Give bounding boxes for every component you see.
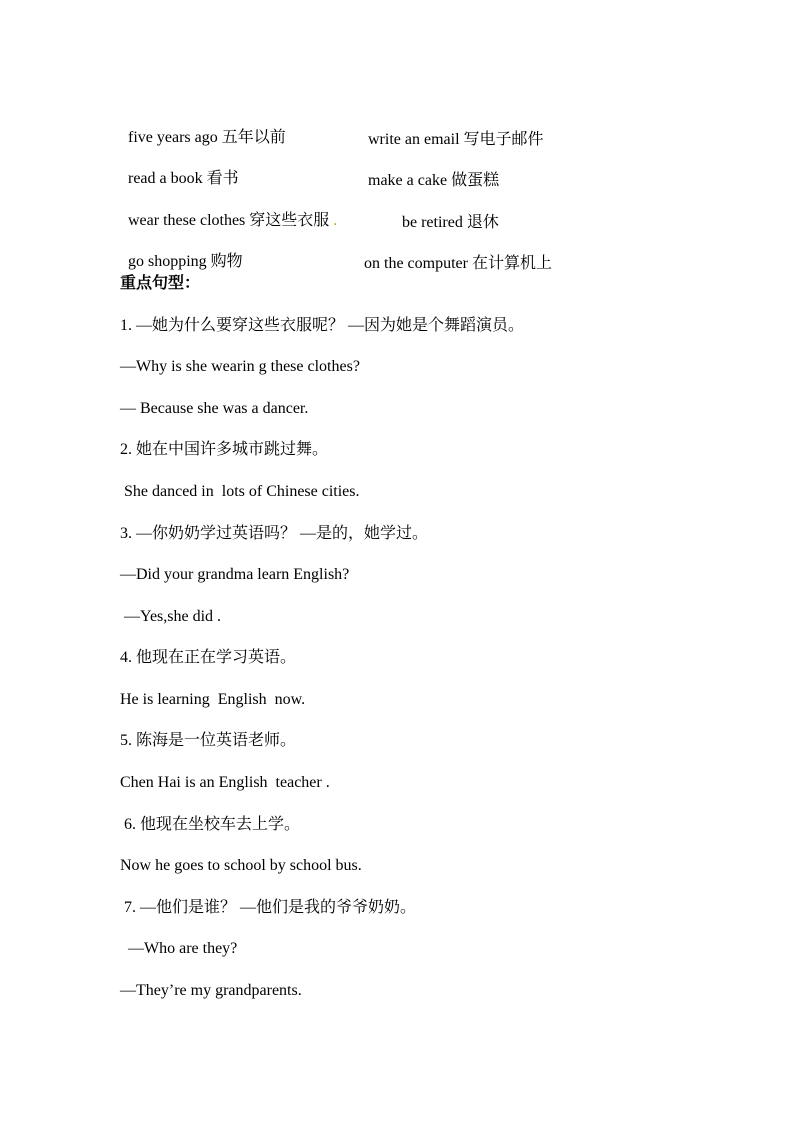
sentence-line: 7. —他们是谁？ —他们是我的爷爷奶奶。 (120, 899, 417, 916)
phrase-zh: 购物 (210, 253, 243, 270)
sentence-line: She danced in lots of Chinese cities. (120, 483, 360, 500)
phrase-zh: 五年以前 (221, 129, 286, 146)
sentence-line: Now he goes to school by school bus. (120, 857, 362, 874)
phrase-zh: 穿这些衣服 (249, 212, 330, 229)
sentence-line: —Yes,she did . (120, 608, 222, 625)
mark-dot: . (333, 212, 338, 229)
phrase-en: read a book (128, 170, 203, 187)
sentence-line: 3. —你奶奶学过英语吗？ —是的，她学过。 (120, 525, 429, 542)
sentence-line: 4. 他现在正在学习英语。 (120, 649, 297, 666)
phrase-en: five years ago (128, 129, 218, 146)
phrase-row-1-col2 (360, 108, 544, 149)
section-heading: 重点句型： (120, 275, 201, 292)
phrase-en: wear these clothes (128, 212, 246, 229)
phrase-row-4-col2 (356, 232, 552, 273)
phrase-row-2-col2 (360, 149, 499, 190)
sentence-line: 6. 他现在坐校车去上学。 (120, 816, 301, 833)
phrase-zh: 在计算机上 (471, 255, 552, 272)
sentence-line: —They’re my grandparents. (120, 982, 302, 999)
sentence-line: 5. 陈海是一位英语老师。 (120, 732, 297, 749)
phrase-zh: 退休 (466, 214, 499, 231)
phrase-en: be retired (402, 214, 463, 231)
sentence-line: —Who are they? (120, 940, 238, 957)
phrase-row-4 (120, 232, 243, 272)
phrase-zh: 做蛋糕 (451, 172, 500, 189)
phrase-en: make a cake (368, 172, 448, 189)
sentence-line: — Because she was a dancer. (120, 400, 309, 417)
sentence-line: —Did your grandma learn English? (120, 566, 350, 583)
phrase-zh: 看书 (206, 170, 239, 187)
phrase-row-3 (120, 191, 337, 231)
phrase-row-3-col2 (394, 191, 499, 232)
phrase-en: on the computer (364, 255, 468, 272)
sentence-line: Chen Hai is an English teacher . (120, 774, 330, 791)
phrase-zh: 写电子邮件 (463, 131, 544, 148)
sentence-line: He is learning English now. (120, 691, 306, 708)
phrase-en: go shopping (128, 253, 207, 270)
phrase-en: write an email (368, 131, 460, 148)
sentence-line: 1. —她为什么要穿这些衣服呢？ —因为她是个舞蹈演员。 (120, 317, 525, 334)
phrase-row-2 (120, 149, 239, 189)
sentence-line: 2. 她在中国许多城市跳过舞。 (120, 441, 329, 458)
phrase-row-1 (120, 108, 286, 148)
sentence-line: —Why is she wearin g these clothes? (120, 358, 360, 375)
